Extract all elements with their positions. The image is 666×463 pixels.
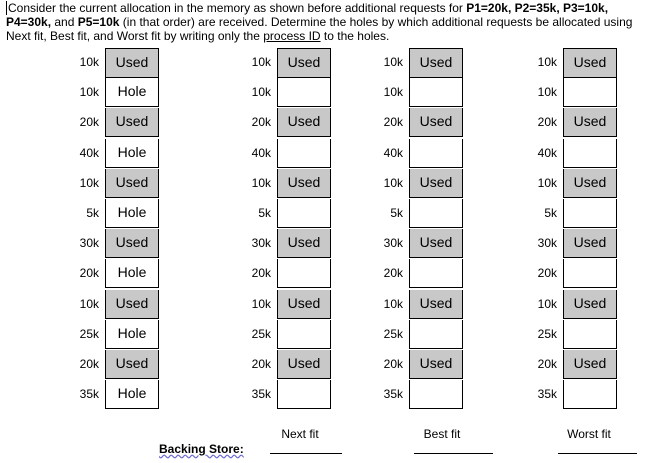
block-size-label: 25k xyxy=(537,327,557,341)
block-size-label: 30k xyxy=(537,236,557,250)
memory-block-hole[interactable] xyxy=(409,380,463,409)
block-size-label: 5k xyxy=(390,206,403,220)
memory-block-used: Used xyxy=(105,229,159,258)
block-size-label: 5k xyxy=(86,206,99,220)
memory-block-used: Used xyxy=(563,48,617,78)
block-size-label: 30k xyxy=(383,236,403,250)
fit-label-worst-fit: Worst fit xyxy=(567,427,611,441)
question-line-2 xyxy=(6,15,660,29)
question-text xyxy=(6,1,660,43)
backing-store-label: Backing Store: xyxy=(159,442,244,456)
memory-block-hole[interactable] xyxy=(277,259,331,288)
memory-block-hole[interactable] xyxy=(409,139,463,168)
block-size-label: 20k xyxy=(251,357,271,371)
memory-block-hole[interactable] xyxy=(277,320,331,349)
block-size-label: 35k xyxy=(383,387,403,401)
block-size-label: 10k xyxy=(79,55,99,69)
backing-store-blank-best-fit[interactable] xyxy=(414,453,493,454)
memory-block-used: Used xyxy=(277,48,331,78)
memory-block-hole: Hole xyxy=(105,139,159,168)
question-p5-bold: P5=10k xyxy=(77,15,120,29)
fit-label-best-fit: Best fit xyxy=(423,427,461,441)
memory-block-hole[interactable] xyxy=(409,199,463,228)
block-size-label: 20k xyxy=(79,266,99,280)
memory-block-hole: Hole xyxy=(105,380,159,409)
block-size-label: 20k xyxy=(383,115,403,129)
question-line-3-end: to the holes. xyxy=(320,29,390,43)
block-size-label: 5k xyxy=(258,206,271,220)
question-p4-bold: P4=30k, xyxy=(6,15,52,29)
block-size-label: 30k xyxy=(251,236,271,250)
backing-store-blank-worst-fit[interactable] xyxy=(558,453,637,454)
block-size-label: 20k xyxy=(537,357,557,371)
block-size-label: 40k xyxy=(383,146,403,160)
memory-block-hole: Hole xyxy=(105,78,159,107)
block-size-label: 10k xyxy=(251,85,271,99)
block-size-label: 40k xyxy=(251,146,271,160)
question-line-1 xyxy=(6,1,660,15)
memory-block-hole[interactable] xyxy=(563,320,617,349)
block-size-label: 10k xyxy=(383,55,403,69)
question-and-text: and xyxy=(51,15,78,29)
block-size-label: 10k xyxy=(251,176,271,190)
memory-block-hole: Hole xyxy=(105,320,159,349)
block-size-label: 10k xyxy=(383,176,403,190)
memory-block-hole[interactable] xyxy=(563,199,617,228)
block-size-label: 20k xyxy=(79,115,99,129)
memory-block-used: Used xyxy=(277,290,331,319)
memory-block-used: Used xyxy=(409,350,463,379)
memory-block-hole: Hole xyxy=(105,259,159,288)
block-size-label: 35k xyxy=(251,387,271,401)
memory-block-used: Used xyxy=(105,48,159,78)
question-line-3-text: Next fit, Best fit, and Worst fit by writing only the xyxy=(6,29,264,43)
question-line-1-text: Consider the current allocation in the memory as shown before additional requests for xyxy=(8,1,467,15)
memory-block-used: Used xyxy=(409,48,463,78)
memory-block-used: Used xyxy=(277,229,331,258)
memory-block-hole[interactable] xyxy=(563,259,617,288)
question-line-2-text: (in that order) are received. Determine the holes by which additional requests be allocated using xyxy=(119,15,633,29)
memory-block-used: Used xyxy=(409,229,463,258)
memory-block-used: Used xyxy=(277,169,331,198)
block-size-label: 35k xyxy=(537,387,557,401)
fit-label-next-fit: Next fit xyxy=(281,427,319,441)
block-size-label: 5k xyxy=(544,206,557,220)
memory-block-hole[interactable] xyxy=(277,380,331,409)
memory-block-used: Used xyxy=(563,290,617,319)
memory-block-hole[interactable] xyxy=(277,139,331,168)
block-size-label: 25k xyxy=(79,327,99,341)
question-process-id-underlined: process ID xyxy=(263,29,321,43)
block-size-label: 10k xyxy=(537,176,557,190)
block-size-label: 20k xyxy=(251,266,271,280)
block-size-label: 20k xyxy=(537,266,557,280)
block-size-label: 10k xyxy=(251,297,271,311)
block-size-label: 10k xyxy=(79,176,99,190)
block-size-label: 10k xyxy=(537,85,557,99)
memory-block-hole[interactable] xyxy=(563,78,617,107)
block-size-label: 10k xyxy=(383,85,403,99)
memory-block-hole[interactable] xyxy=(563,139,617,168)
memory-block-used: Used xyxy=(277,108,331,137)
memory-block-used: Used xyxy=(563,350,617,379)
question-line-3 xyxy=(6,29,660,43)
block-size-label: 10k xyxy=(537,55,557,69)
block-size-label: 20k xyxy=(251,115,271,129)
memory-block-hole: Hole xyxy=(105,199,159,228)
block-size-label: 30k xyxy=(79,236,99,250)
memory-block-hole[interactable] xyxy=(409,259,463,288)
block-size-label: 40k xyxy=(79,146,99,160)
memory-block-used: Used xyxy=(105,350,159,379)
memory-block-used: Used xyxy=(563,169,617,198)
memory-block-used: Used xyxy=(409,169,463,198)
memory-block-hole[interactable] xyxy=(409,78,463,107)
block-size-label: 25k xyxy=(251,327,271,341)
memory-block-used: Used xyxy=(409,108,463,137)
block-size-label: 10k xyxy=(251,55,271,69)
block-size-label: 40k xyxy=(537,146,557,160)
question-requests-bold: P1=20k, P2=35k, P3=10k, xyxy=(466,1,609,15)
memory-block-used: Used xyxy=(409,290,463,319)
memory-block-used: Used xyxy=(105,169,159,198)
block-size-label: 20k xyxy=(537,115,557,129)
memory-block-hole[interactable] xyxy=(409,320,463,349)
block-size-label: 20k xyxy=(79,357,99,371)
memory-block-used: Used xyxy=(563,108,617,137)
memory-block-hole[interactable] xyxy=(277,78,331,107)
block-size-label: 10k xyxy=(383,297,403,311)
memory-block-used: Used xyxy=(563,229,617,258)
block-size-label: 20k xyxy=(383,266,403,280)
backing-store-blank-next-fit[interactable] xyxy=(270,453,342,454)
memory-block-used: Used xyxy=(277,350,331,379)
block-size-label: 10k xyxy=(79,85,99,99)
memory-block-hole[interactable] xyxy=(563,380,617,409)
block-size-label: 10k xyxy=(79,297,99,311)
block-size-label: 25k xyxy=(383,327,403,341)
block-size-label: 20k xyxy=(383,357,403,371)
memory-block-used: Used xyxy=(105,290,159,319)
block-size-label: 10k xyxy=(537,297,557,311)
block-size-label: 35k xyxy=(79,387,99,401)
memory-block-used: Used xyxy=(105,108,159,137)
memory-block-hole[interactable] xyxy=(277,199,331,228)
